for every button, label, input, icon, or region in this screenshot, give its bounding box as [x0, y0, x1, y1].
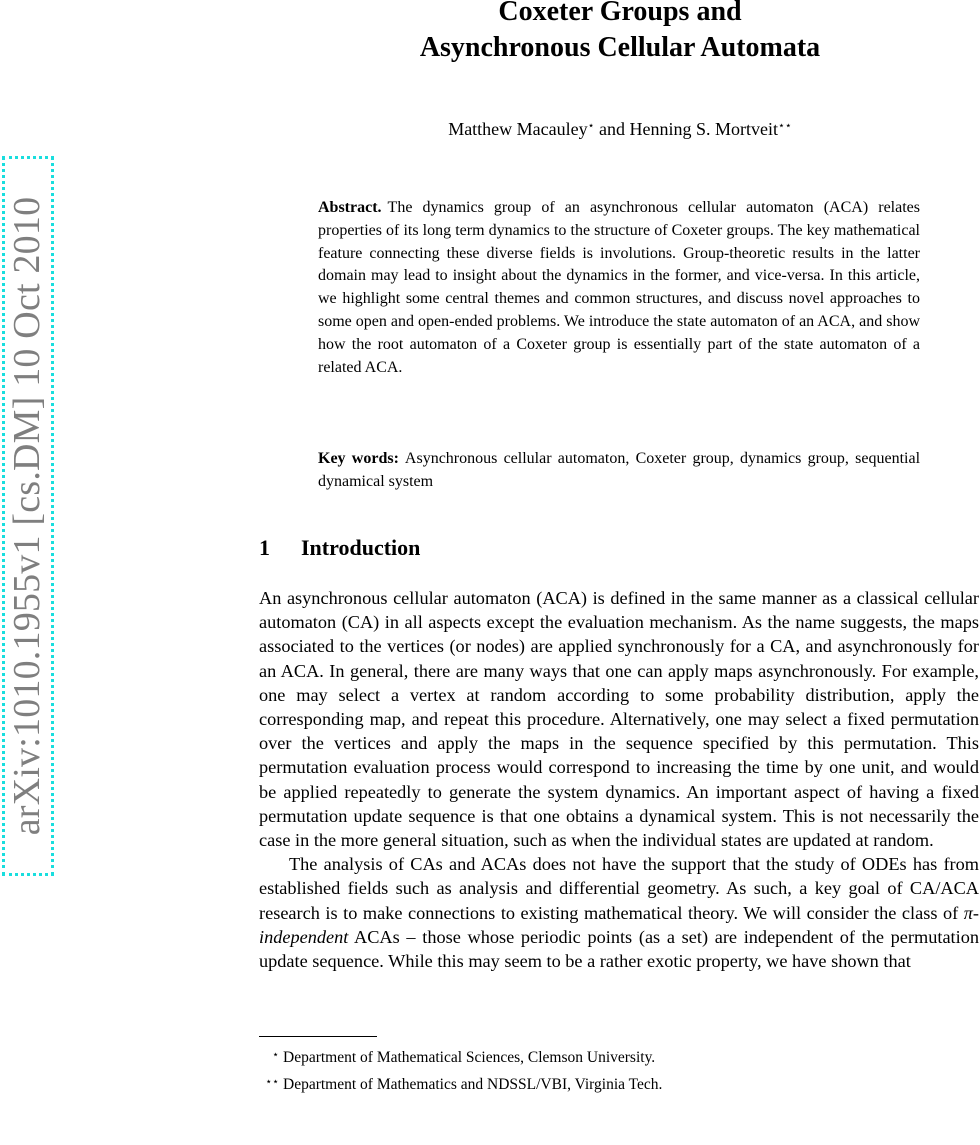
keywords-label: Key words: [318, 450, 399, 467]
author-1-mark: ⋆ [587, 120, 595, 132]
author-line [300, 114, 940, 141]
author-2-mark: ⋆⋆ [778, 120, 792, 132]
footnote-2-text: Department of Mathematics and NDSSL/VBI, Virginia Tech. [283, 1076, 663, 1093]
title-line-1: Coxeter Groups and [498, 0, 742, 27]
footnote-1-mark: ⋆ [272, 1049, 279, 1061]
footnote-1-text: Department of Mathematical Sciences, Clemson University. [283, 1049, 656, 1066]
author-2: Henning S. Mortveit [629, 119, 779, 139]
arxiv-stamp: arXiv:1010.1955v1 [cs.DM] 10 Oct 2010 [6, 196, 48, 836]
section-number: 1 [259, 535, 270, 560]
footnote-2-mark: ⋆⋆ [265, 1076, 279, 1088]
keywords [318, 448, 920, 494]
section-heading [259, 533, 420, 563]
footnote-1 [259, 1043, 979, 1070]
keywords-text: Asynchronous cellular automaton, Coxeter group, dynamics group, sequential dynamical system [318, 450, 921, 490]
body-text [259, 586, 979, 973]
paragraph-2 [259, 852, 979, 973]
section-title: Introduction [301, 535, 421, 560]
abstract-label: Abstract. [318, 199, 382, 216]
abstract [318, 197, 920, 379]
author-1: Matthew Macauley [448, 119, 588, 139]
abstract-text: The dynamics group of an asynchronous cellular automaton (ACA) relates properties of its long term dynamics to the structure of Coxeter groups. The key mathematical feature connecting these diverse fields is involutions. Group-theoretic results in the latter domain may lead to insight about the dynamics in the former, and vice-versa. In this article, we highlight some central themes and common structures, and discuss novel approaches to some open and open-ended problems. We introduce the state automaton of an ACA, and show how the root automaton of a Coxeter group is essentially part of the state automaton of a related ACA. [318, 199, 920, 376]
title-line-2: Asynchronous Cellular Automata [419, 32, 821, 63]
footnote-2 [259, 1070, 979, 1097]
paragraph-1: An asynchronous cellular automaton (ACA) is defined in the same manner as a classical cellular automaton (CA) in all aspects except the evaluation mechanism. As the name suggests, the maps associated to the vertices (or nodes) are applied synchronously for a CA, and asynchronously for an ACA. In general, there are many ways that one can apply maps asynchronously. For example, one may select a vertex at random according to some probability distribution, apply the corresponding map, and repeat this procedure. Alternatively, one may select a fixed permutation over the vertices and apply the maps in the sequence specified by this permutation. This permutation evaluation process would correspond to increasing the time by one unit, and would be applied repeatedly to generate the system dynamics. An important aspect of having a fixed permutation update sequence is that one obtains a dynamical system. This is not necessarily the case in the more general situation, such as when the individual states are updated at random. [259, 588, 979, 851]
author-and: and [594, 119, 630, 139]
paper-title [300, 0, 940, 66]
paragraph-2-end: ACAs – those whose periodic points (as a set) are independent of the permutation update sequence. While this may seem to be a rather exotic property, we have shown that [259, 926, 979, 972]
footnote-rule [259, 1036, 377, 1037]
pi-independent-term: π-independent [259, 902, 979, 947]
paragraph-2-start: The analysis of CAs and ACAs does not have the support that the study of ODEs has from established fields such as analysis and differential geometry. As such, a key goal of CA/ACA research is to make connections to existing mathematical theory. We will consider the class of [259, 854, 979, 923]
footnotes [259, 1043, 979, 1097]
